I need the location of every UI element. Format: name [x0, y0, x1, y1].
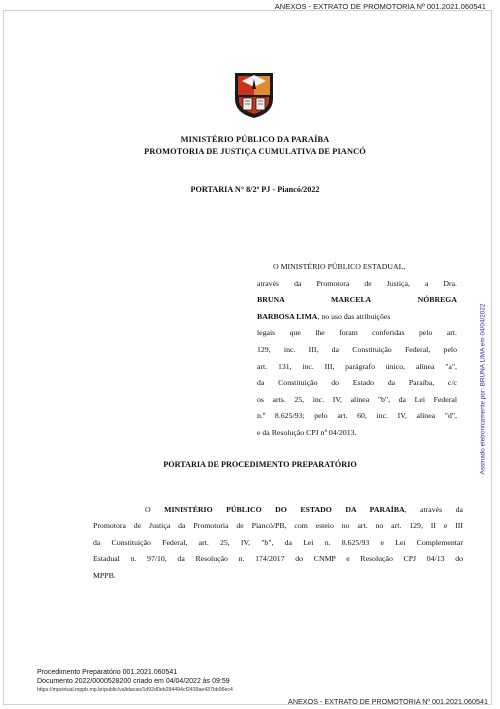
- preamble-line: e da Resolução CPJ nº 04/2013.: [257, 427, 357, 437]
- org-unit: PROMOTORIA DE JUSTIÇA CUMULATIVA DE PIANCÓ: [144, 147, 366, 156]
- preamble-paragraph: [257, 259, 457, 442]
- body-text: , através da: [404, 505, 463, 514]
- preamble-line: através da Promotora de Justiça, a Dra.: [257, 278, 457, 288]
- footer-extract-label: ANEXOS - EXTRATO DE PROMOTORIA Nº 001.2021.060541: [288, 697, 488, 706]
- preamble-text: , no uso das atribuições: [317, 311, 391, 321]
- preamble-line: os arts. 25, inc. IV, alínea "b", da Lei Federal: [257, 394, 457, 404]
- portaria-number: PORTARIA N° 8/2º PJ - Piancó/2022: [190, 185, 320, 194]
- footer-metadata: [37, 668, 233, 694]
- body-entity-name: MINISTÉRIO PÚBLICO DO ESTADO DA PARAÍBA: [164, 505, 405, 514]
- preamble-line: O MINISTÉRIO PÚBLICO ESTADUAL,: [273, 262, 406, 271]
- preamble-line: da Constituição do Estado da Paraíba, c/c: [257, 378, 457, 388]
- section-title: PORTARIA DE PROCEDIMENTO PREPARATÓRIO: [163, 460, 357, 469]
- preamble-line: n.º 8.625/93; pelo art. 60, inc. IV, alínea "d",: [257, 411, 457, 421]
- body-text: O: [145, 505, 165, 514]
- preamble-line: legais que lhe foram conferidas pelo art.: [257, 328, 457, 338]
- preamble-line: BRUNA MARCELA NÓBREGA: [257, 295, 457, 305]
- preamble-name: BARBOSA LIMA: [257, 311, 318, 321]
- body-paragraph: [93, 502, 463, 584]
- body-line: Promotora de Justiça da Promotoria de Piancó/PB, com esteio no art. no art. 129, II e III: [93, 521, 463, 531]
- procedure-number: Procedimento Preparatório 001.2021.060541: [37, 669, 178, 676]
- document-created: Documento 2022/0000528200 criado em 04/04/2022 às 09:59: [37, 678, 230, 685]
- signature-text: Assinado eletronicamente por: BRUNA LIMA em 04/04/2022: [479, 303, 487, 475]
- validation-link[interactable]: https://mpvirtual.mppb.mp.br/public/validacao/1d92d0eb284494cf2439ae437bb96ec4: [37, 687, 233, 693]
- org-name: MINISTÉRIO PÚBLICO DA PARAÍBA: [180, 135, 330, 144]
- body-line: Estadual n. 97/10, da Resolução n. 174/2017 do CNMP e Resolução CPJ 04/13 do: [93, 554, 463, 564]
- header-extract-label: ANEXOS - EXTRATO DE PROMOTORIA Nº 001.2021.060541: [274, 2, 486, 11]
- preamble-line: 129, inc. III, da Constituição Federal, pelo: [257, 344, 457, 354]
- preamble-line: art. 131, inc. III, parágrafo único, alínea "a",: [257, 361, 457, 371]
- body-line: da Constituição Federal, art. 25, IV, "b", da Lei n. 8.625/93 e Lei Complementar: [93, 537, 463, 547]
- electronic-signature-stamp: [477, 271, 489, 507]
- body-line: [93, 502, 463, 518]
- body-line: MPPB.: [93, 570, 116, 580]
- preamble-line: [257, 309, 457, 326]
- mppb-emblem-icon: [233, 71, 275, 119]
